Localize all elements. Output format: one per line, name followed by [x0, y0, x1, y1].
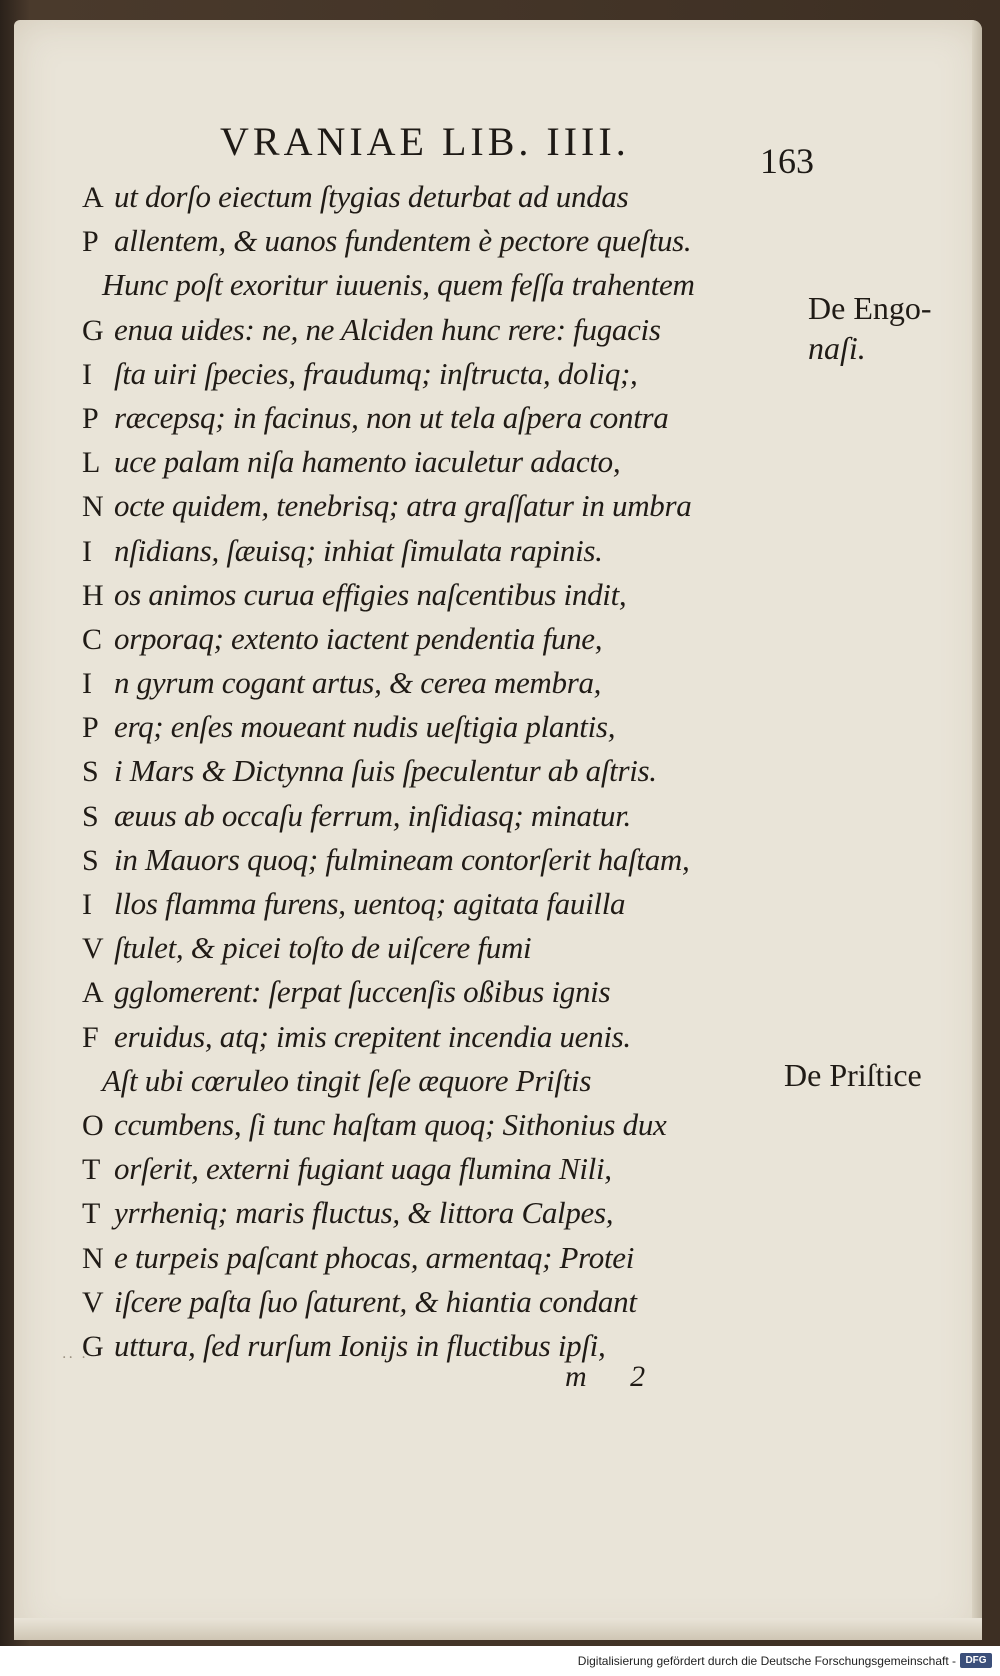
- line-text: ræcepsq; in facinus, non ut tela aſpera contra: [114, 399, 669, 435]
- dfg-logo: DFG: [960, 1653, 992, 1668]
- line-initial: T: [82, 1153, 101, 1187]
- verse-line: [82, 263, 822, 307]
- verse-line: [82, 970, 822, 1014]
- line-text: i Mars & Dictynna ſuis ſpeculentur ab aſtris.: [114, 753, 657, 789]
- page-edge: [972, 20, 982, 1640]
- line-initial: S: [82, 843, 99, 877]
- line-initial: G: [82, 1329, 104, 1363]
- verse-line: [82, 1059, 822, 1103]
- verse-line: [82, 175, 822, 219]
- line-text: enua uides: ne, ne Alciden hunc rere: fugacis: [114, 311, 661, 347]
- verse-line: [82, 882, 822, 926]
- verse-line: [82, 1280, 822, 1324]
- verse-line: [82, 838, 822, 882]
- line-initial: C: [82, 622, 103, 656]
- show-through-marks: ·· ·: [62, 1350, 88, 1366]
- line-initial: H: [82, 578, 104, 612]
- line-initial: A: [82, 976, 104, 1010]
- line-text: ccumbens, ſi tunc haſtam quoq; Sithonius dux: [114, 1106, 667, 1142]
- line-text: allentem, & uanos fundentem è pectore queſtus.: [114, 223, 692, 259]
- line-initial: O: [82, 1108, 104, 1142]
- verse-line: [82, 484, 822, 528]
- line-initial: V: [82, 1285, 104, 1319]
- line-initial: P: [82, 225, 99, 259]
- line-initial: G: [82, 313, 104, 347]
- verse-line: [82, 617, 822, 661]
- line-text: æuus ab occaſu ferrum, inſidiasq; minatur.: [114, 797, 631, 833]
- verse-line: [82, 308, 822, 352]
- line-initial: P: [82, 711, 99, 745]
- line-initial: V: [82, 932, 104, 966]
- line-text: eruidus, atq; imis crepitent incendia uenis.: [114, 1018, 631, 1054]
- digitization-footer: [0, 1646, 1000, 1676]
- line-initial: N: [82, 490, 104, 524]
- line-text: iſcere paſta ſuo ſaturent, & hiantia condant: [114, 1283, 637, 1319]
- line-initial: I: [82, 357, 92, 391]
- line-initial: N: [82, 1241, 104, 1275]
- line-text: llos flamma furens, uentoq; agitata fauilla: [114, 886, 626, 921]
- verse-line: [82, 794, 822, 838]
- margin-note-line: De Engo-: [808, 290, 932, 326]
- line-initial: I: [82, 888, 92, 921]
- line-text: n gyrum cogant artus, & cerea membra,: [114, 665, 602, 701]
- line-text: ſtulet, & picei toſto de uiſcere fumi: [114, 930, 532, 966]
- line-text: uce palam niſa hamento iaculetur adacto,: [114, 444, 621, 480]
- line-text: nſidians, ſæuisq; inhiat ſimulata rapinis.: [114, 532, 603, 568]
- line-text: ut dorſo eiectum ſtygias deturbat ad undas: [114, 179, 629, 214]
- line-initial: T: [82, 1197, 101, 1231]
- verse-line: [82, 749, 822, 793]
- margin-note-line: naſi.: [808, 330, 866, 366]
- verse-line: [82, 926, 822, 970]
- verse-line: [82, 1015, 822, 1059]
- folio-number: 163: [760, 141, 814, 181]
- line-text: octe quidem, tenebrisq; atra graſſatur in umbra: [114, 488, 692, 524]
- margin-note-engonasi: [808, 288, 932, 368]
- line-text: orſerit, externi fugiant uaga flumina Nili,: [114, 1151, 612, 1187]
- verse-line: [82, 396, 822, 440]
- line-text: uttura, ſed rurſum Ionijs in fluctibus ipſi,: [114, 1327, 606, 1363]
- verse-line: [82, 705, 822, 749]
- verse-line: [82, 661, 822, 705]
- line-initial: F: [82, 1020, 99, 1054]
- line-initial: S: [82, 799, 99, 833]
- verse-line: [82, 440, 822, 484]
- page-bottom-shadow: [14, 1618, 982, 1640]
- footer-credit: Digitalisierung gefördert durch die Deutsche Forschungsgemeinschaft -: [577, 1654, 956, 1668]
- verse-text-block: [82, 175, 822, 1368]
- margin-note-pristice: De Priſtice: [784, 1057, 922, 1093]
- line-text: e turpeis paſcant phocas, armentaq; Protei: [114, 1239, 635, 1275]
- line-text: yrrheniq; maris fluctus, & littora Calpes,: [114, 1195, 614, 1231]
- line-text: erq; enſes moueant nudis ueſtigia plantis,: [114, 709, 616, 745]
- verse-line: [82, 1103, 822, 1147]
- line-text: orporaq; extento iactent pendentia fune,: [114, 620, 603, 656]
- verse-line: [82, 1147, 822, 1191]
- line-initial: L: [82, 446, 101, 480]
- line-initial: A: [82, 181, 104, 214]
- catchword-signature: m 2: [565, 1360, 664, 1393]
- line-text: Hunc poſt exoritur iuuenis, quem feſſa trahentem: [102, 267, 695, 303]
- running-head: VRANIAE LIB. IIII.: [220, 119, 630, 164]
- verse-line: [82, 219, 822, 263]
- line-initial: I: [82, 667, 92, 701]
- line-text: ſta uiri ſpecies, fraudumq; inſtructa, doliq;,: [114, 355, 638, 391]
- verse-line: [82, 1236, 822, 1280]
- verse-line: [82, 529, 822, 573]
- line-initial: S: [82, 755, 99, 789]
- verse-line: [82, 1191, 822, 1235]
- verse-line: [82, 573, 822, 617]
- line-text: Aſt ubi cœruleo tingit ſeſe æquore Priſtis: [102, 1062, 592, 1098]
- line-text: gglomerent: ſerpat ſuccenſis oßibus ignis: [114, 974, 611, 1010]
- line-initial: I: [82, 534, 92, 568]
- line-initial: P: [82, 401, 99, 435]
- line-text: in Mauors quoq; fulmineam contorſerit haſtam,: [114, 841, 690, 877]
- verse-line: [82, 352, 822, 396]
- line-text: os animos curua effigies naſcentibus indit,: [114, 576, 627, 612]
- verse-line: [82, 1324, 822, 1368]
